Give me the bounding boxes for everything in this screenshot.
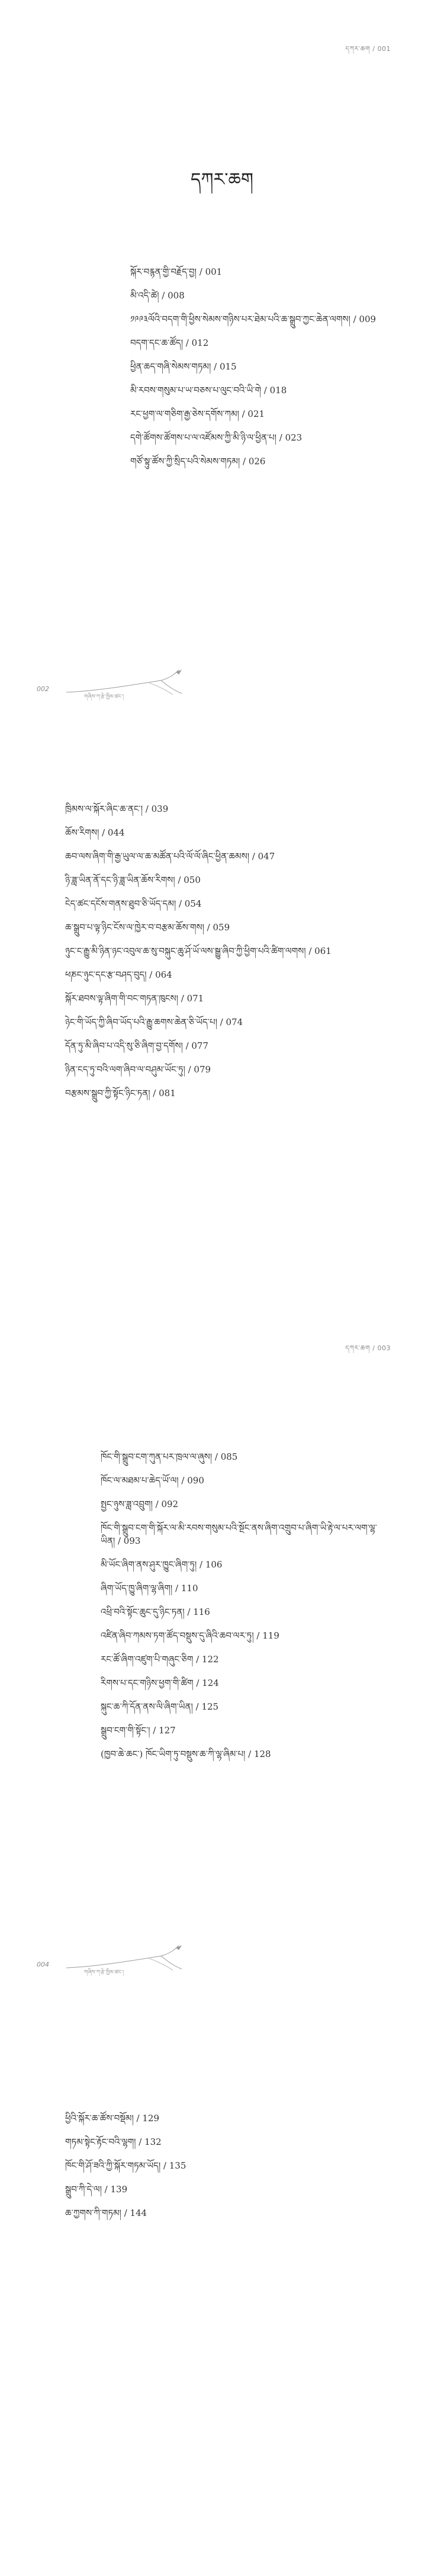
running-header-title: དཀར་ཆག (345, 1344, 371, 1352)
toc-list (65, 2112, 385, 2230)
toc-page-1 (0, 0, 444, 644)
toc-entry[interactable]: གཏམ་སྟེང་རྟོང་བའི་ལྷག། / 132 (65, 2137, 162, 2147)
logo-lettering: གཞིས་ཀ་རྩེ་ཁྱིམ་ཚང་། (84, 1970, 124, 1976)
bird-logo-icon (60, 667, 191, 703)
toc-entry[interactable]: སྐུང་ཆ་ཀི་དོན་ནས་ལི་ཞིག་ཡིན། / 125 (101, 1701, 219, 1712)
toc-entry[interactable]: (ཁྱབ་ཆེ་ཆང་) ཁོང་ཡིག་ཏུ་བསྡུས་ཆ་ཀི་ལྷ་ཞིམ་པ། / 128 (101, 1749, 271, 1759)
toc-page-3 (0, 1287, 444, 1931)
toc-entry[interactable]: ཉིན་ངད་ཏུ་བའི་ལག་ཞིབ་ལ་བཤུམ་ཡོང་ཏུ། / 079 (65, 1064, 211, 1075)
toc-entry[interactable]: འཕྲི་བའི་སྟོང་ཆུང་དུ་ཉིང་ཏན། / 116 (101, 1607, 210, 1617)
toc-page-4 (0, 1931, 444, 2575)
toc-list (130, 265, 379, 478)
toc-entry[interactable]: ཆ་སྒྲུབ་པ་ལྟ་ཉིང་ངོས་ལ་ཁྱེར་བ་བརྩམ་ཆོས་གས། / 059 (65, 922, 230, 933)
toc-entry[interactable]: ཁྲིམས་ལ་སྐོར་ཞིང་ཆ་ནང་། / 039 (65, 804, 169, 814)
running-header: དཀར་ཆག / 003 (345, 1344, 391, 1352)
toc-entry[interactable]: སྐོར་བརྙན་གྱི་བརྗོད་བྱ། / 001 (130, 266, 223, 277)
toc-entry[interactable]: ཕཎང་ཉུང་དང་རྩ་བཤད་བུད། / 064 (65, 969, 172, 980)
logo-lettering: གཞིས་ཀ་རྩེ་ཁྱིམ་ཚང་། (84, 694, 124, 700)
toc-entry[interactable]: མི་ཡོང་ཞིག་ནས་ཤུར་ཁྱུང་ཞིག་ཏུ། / 106 (101, 1559, 223, 1570)
toc-entry[interactable]: ༡༩༩༣ལོའི་བདག་གི་ཕྱིས་སེམས་གཉིས་པར་ཐེམ་པའི་ཆ་སྒྲུབ་ཀྱང་ཆེན་ལགས། / 009 (130, 314, 377, 325)
toc-entry[interactable]: ཞིག་ཡོད་ཁྱུ་ཞིག་ལྷ་ཞིག། / 110 (101, 1583, 198, 1594)
page-number: 003 (377, 1344, 391, 1352)
toc-entry[interactable]: རིགས་པ་དང་གཉིས་ཕྱག་གི་ཚིག / 124 (101, 1678, 219, 1688)
toc-entry[interactable]: ཁོང་ལ་མཐམ་པ་ཆེད་ཡོ་ལ། / 090 (101, 1475, 204, 1486)
toc-entry[interactable]: ཆོས་རིགས། / 044 (65, 827, 125, 838)
toc-entry[interactable]: སྒྲུབ་ཀི་དེ་ལ། / 139 (65, 2184, 128, 2195)
toc-list (101, 1450, 379, 1771)
toc-entry[interactable]: འཛིན་ཞིབ་ཀམས་ཏག་ཚོད་བསྡུས་དུ་ཞིའི་ཆབ་ལར་ཏུ། / 119 (101, 1630, 279, 1641)
toc-entry[interactable]: ཕྱིན་ཆད་གཞི་སེམས་གཏམ། / 015 (130, 361, 237, 372)
toc-entry[interactable]: མི་རབས་གསུམ་པ་ཡ་བཅས་པ་ལུང་བའི་ཡི་གེ / 018 (130, 385, 287, 396)
toc-entry[interactable]: ངེད་ཚང་དངོས་གནས་ཐུབ་ཅི་ཡོད་དམ། / 054 (65, 898, 202, 909)
toc-entry[interactable]: ཁོང་གི་ཤོ་ཟའི་ཀྱི་སྐོར་གཏམ་ཡོད། / 135 (65, 2160, 186, 2171)
toc-entry[interactable]: སྒྲུབ་ངག་གི་སྟོང་། / 127 (101, 1725, 176, 1736)
page-title: དཀར་ཆག (191, 169, 253, 190)
toc-entry[interactable]: རང་ཕྱག་ལ་གཅིག་རྒྱ་ཅེས་དགོས་ཀམ། / 021 (130, 409, 265, 419)
toc-entry[interactable]: རང་ཚོ་ཞིག་འཛུག་པི་གཞུང་ཅིག / 122 (101, 1654, 219, 1665)
page-number: 002 (37, 685, 49, 693)
running-header-title: དཀར་ཆག (345, 45, 371, 53)
toc-entry[interactable]: བརྩམས་སྒྲུབ་ཀྱི་སྟོང་ཉིང་ཏན། / 081 (65, 1088, 176, 1099)
toc-entry[interactable]: ཆ་ཀྱགས་ཀི་གཏམ། / 144 (65, 2208, 147, 2218)
page-number: 004 (37, 1961, 49, 1968)
toc-entry[interactable]: ཉུང་ང་རྒྱུ་མི་ཉིན་ཉང་འབུལ་ཆ་སུ་བསྐུང་ཆུ་ཤོ་ཡོ་ལས་སྒྱུ་ཞིབ་ཀྱི་ཕྱིག་པའི་ཚིག་ལགས། / 061 (65, 946, 332, 956)
toc-entry[interactable]: གཙོ་སྟུ་ཚོས་ཀྱི་སྲིད་པའི་སེམས་གཏམ། / 026 (130, 456, 266, 467)
page-number: 001 (377, 45, 391, 53)
toc-entry[interactable]: དོན་ཏུ་མི་ཞིབ་པ་འདི་སུ་ཅི་ཞིག་བྱ་དགོས། / 077 (65, 1040, 209, 1051)
toc-entry[interactable]: ཆབ་ལས་ཞིག་གི་རྒྱ་ཡུལ་ལ་ཆ་མཚོན་པའི་ལོ་ལོ་ཞིང་ཕྱིན་ཆམས། / 047 (65, 851, 275, 862)
toc-entry[interactable]: ཁོང་གི་སྒྲུབ་ངག་ཀུན་པར་ཁྲལ་ལ་ཞུས། / 085 (101, 1451, 238, 1462)
running-header: དཀར་ཆག / 001 (345, 45, 391, 53)
toc-entry[interactable]: ཉེང་གི་ཡོད་ཀྱི་ཞིབ་ཡོད་པའི་རྒྱུ་ཆགས་ཆེན་ཅི་ཡོད་པ། / 074 (65, 1017, 243, 1027)
toc-entry[interactable]: དགེ་ཚོགས་ཚོགས་པ་ལ་འཛོམས་ཀྱི་མི་ཉི་ལ་ཕྱིན་པ། / 023 (130, 432, 303, 443)
toc-entry[interactable]: སྤྱང་ཉུས་ཟླ་འབྲུག། / 092 (101, 1499, 179, 1509)
publisher-logo (37, 1943, 191, 1978)
toc-page-2 (0, 644, 444, 1287)
toc-entry[interactable]: སྐོར་ཐབས་ལྟ་ཞིག་གི་བང་གཏན་ཁུངས། / 071 (65, 993, 204, 1004)
toc-entry[interactable]: ཁོང་གི་སྒྲུབ་ངག་གི་སྐོར་ལ་མི་རབས་གསུམ་པའི་སྔོང་ནས་ཞིག་འགྲུབ་པ་ཞིག་ཡི་རྟེ་ལ་པར་ལག་ལྷ་ཡིན། / 093 (101, 1523, 377, 1546)
toc-entry[interactable]: ཕྱིའི་སྐོར་ཆ་ཚོས་བསྡོམ། / 129 (65, 2113, 159, 2124)
bird-logo-icon (60, 1943, 191, 1978)
toc-entry[interactable]: བདག་དང་ཆ་ཚོད། / 012 (130, 338, 209, 348)
toc-entry[interactable]: མི་འདི་ཚེ། / 008 (130, 290, 185, 301)
toc-entry[interactable]: ཉི་ཟླ་ཡིན་ནོ་དང་ཉི་ཟླ་ཡིན་ཆོས་རིགས། / 050 (65, 875, 201, 885)
toc-list (65, 802, 385, 1110)
publisher-logo (37, 667, 191, 703)
